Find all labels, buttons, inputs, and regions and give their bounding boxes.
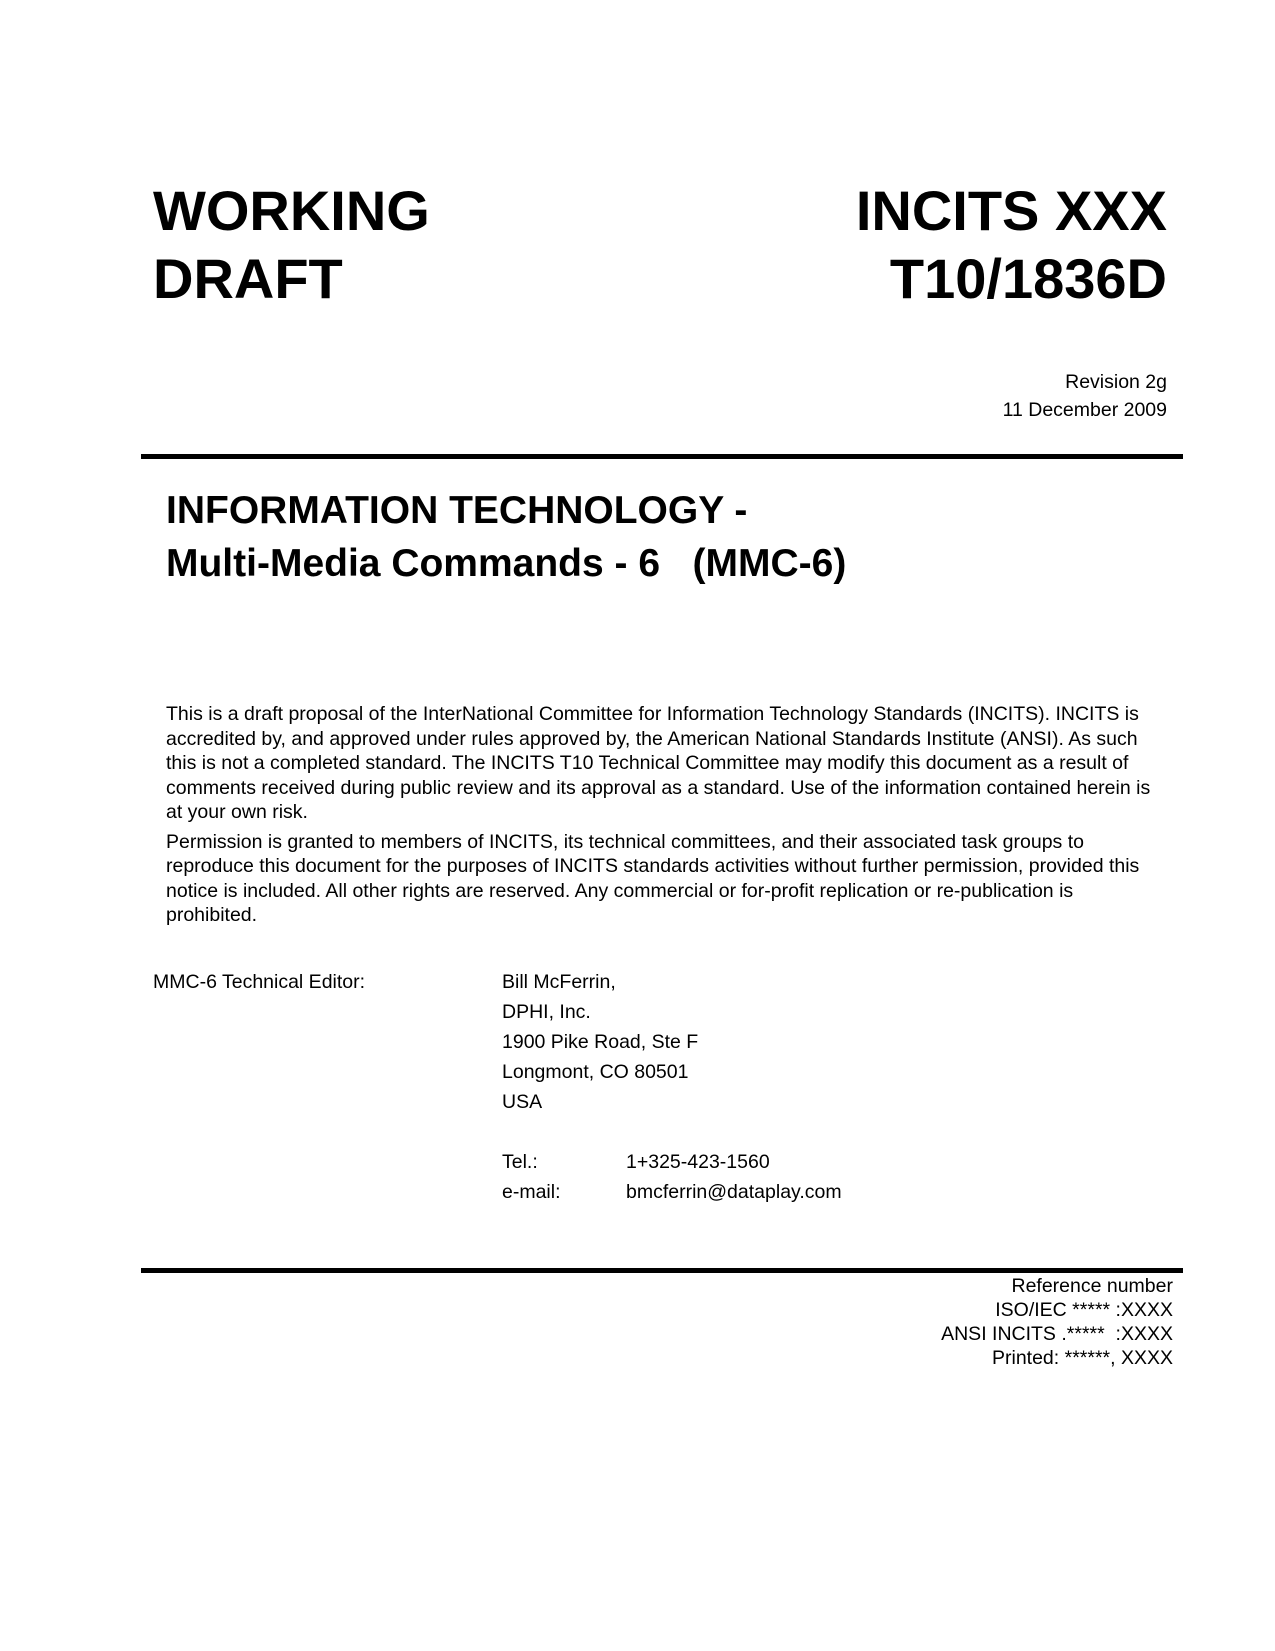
editor-street: 1900 Pike Road, Ste F [502,1031,699,1053]
designation-incits: INCITS XXX [855,179,1167,242]
contact-row-phone [502,1147,842,1177]
editor-country: USA [502,1091,543,1113]
bottom-divider [141,1268,1183,1273]
email-label: e-mail: [502,1181,561,1203]
reference-ansi: ANSI INCITS .***** :XXXX [941,1323,1173,1345]
revision-info [1003,368,1167,424]
title-line-1: INFORMATION TECHNOLOGY - [166,489,748,532]
revision-number: Revision 2g [1065,371,1167,393]
document-designation [856,177,1167,313]
contact-row-email [502,1177,842,1207]
title-line-2: Multi-Media Commands - 6 (MMC-6) [166,542,847,585]
reference-numbers [941,1274,1173,1370]
reference-heading: Reference number [1011,1275,1173,1297]
editor-city: Longmont, CO 80501 [502,1061,689,1083]
designation-t10: T10/1836D [889,247,1167,310]
editor-address [502,967,698,1117]
document-title [166,484,846,590]
notice-paragraph-1: This is a draft proposal of the InterNational Committee for Information Technology Standards (INCITS). INCITS is accredited by, and approved under rules approved by, the American National Standards Institute (ANSI). As such this is not a completed standard. The INCITS T10 Technical Committee may modify this document as a result of comments received during public review and its approval as a standard. Use of the information contained herein is at your own risk. [166,703,1151,823]
phone-value: 1+325-423-1560 [626,1151,770,1173]
working-draft-label [153,177,430,313]
editor-contacts [502,1147,842,1207]
email-value[interactable]: bmcferrin@dataplay.com [626,1181,842,1203]
top-divider [141,454,1183,459]
phone-label: Tel.: [502,1151,538,1173]
working-draft-line-2: DRAFT [153,247,343,310]
reference-printed: Printed: ******, XXXX [991,1347,1173,1369]
editor-label: MMC-6 Technical Editor: [153,971,366,993]
working-draft-line-1: WORKING [153,179,430,242]
notice-paragraph-2: Permission is granted to members of INCITS, its technical committees, and their associated task groups to reproduce this document for the purposes of INCITS standards activities without further permission, provided this notice is included. All other rights are reserved. Any commercial or for-profit replication or re-publication is prohibited. [166,830,1140,926]
editor-name: Bill McFerrin, [502,971,616,993]
revision-date: 11 December 2009 [1002,399,1167,421]
editor-company: DPHI, Inc. [502,1001,591,1023]
draft-notice [166,702,1166,933]
reference-iso: ISO/IEC ***** :XXXX [995,1299,1173,1321]
